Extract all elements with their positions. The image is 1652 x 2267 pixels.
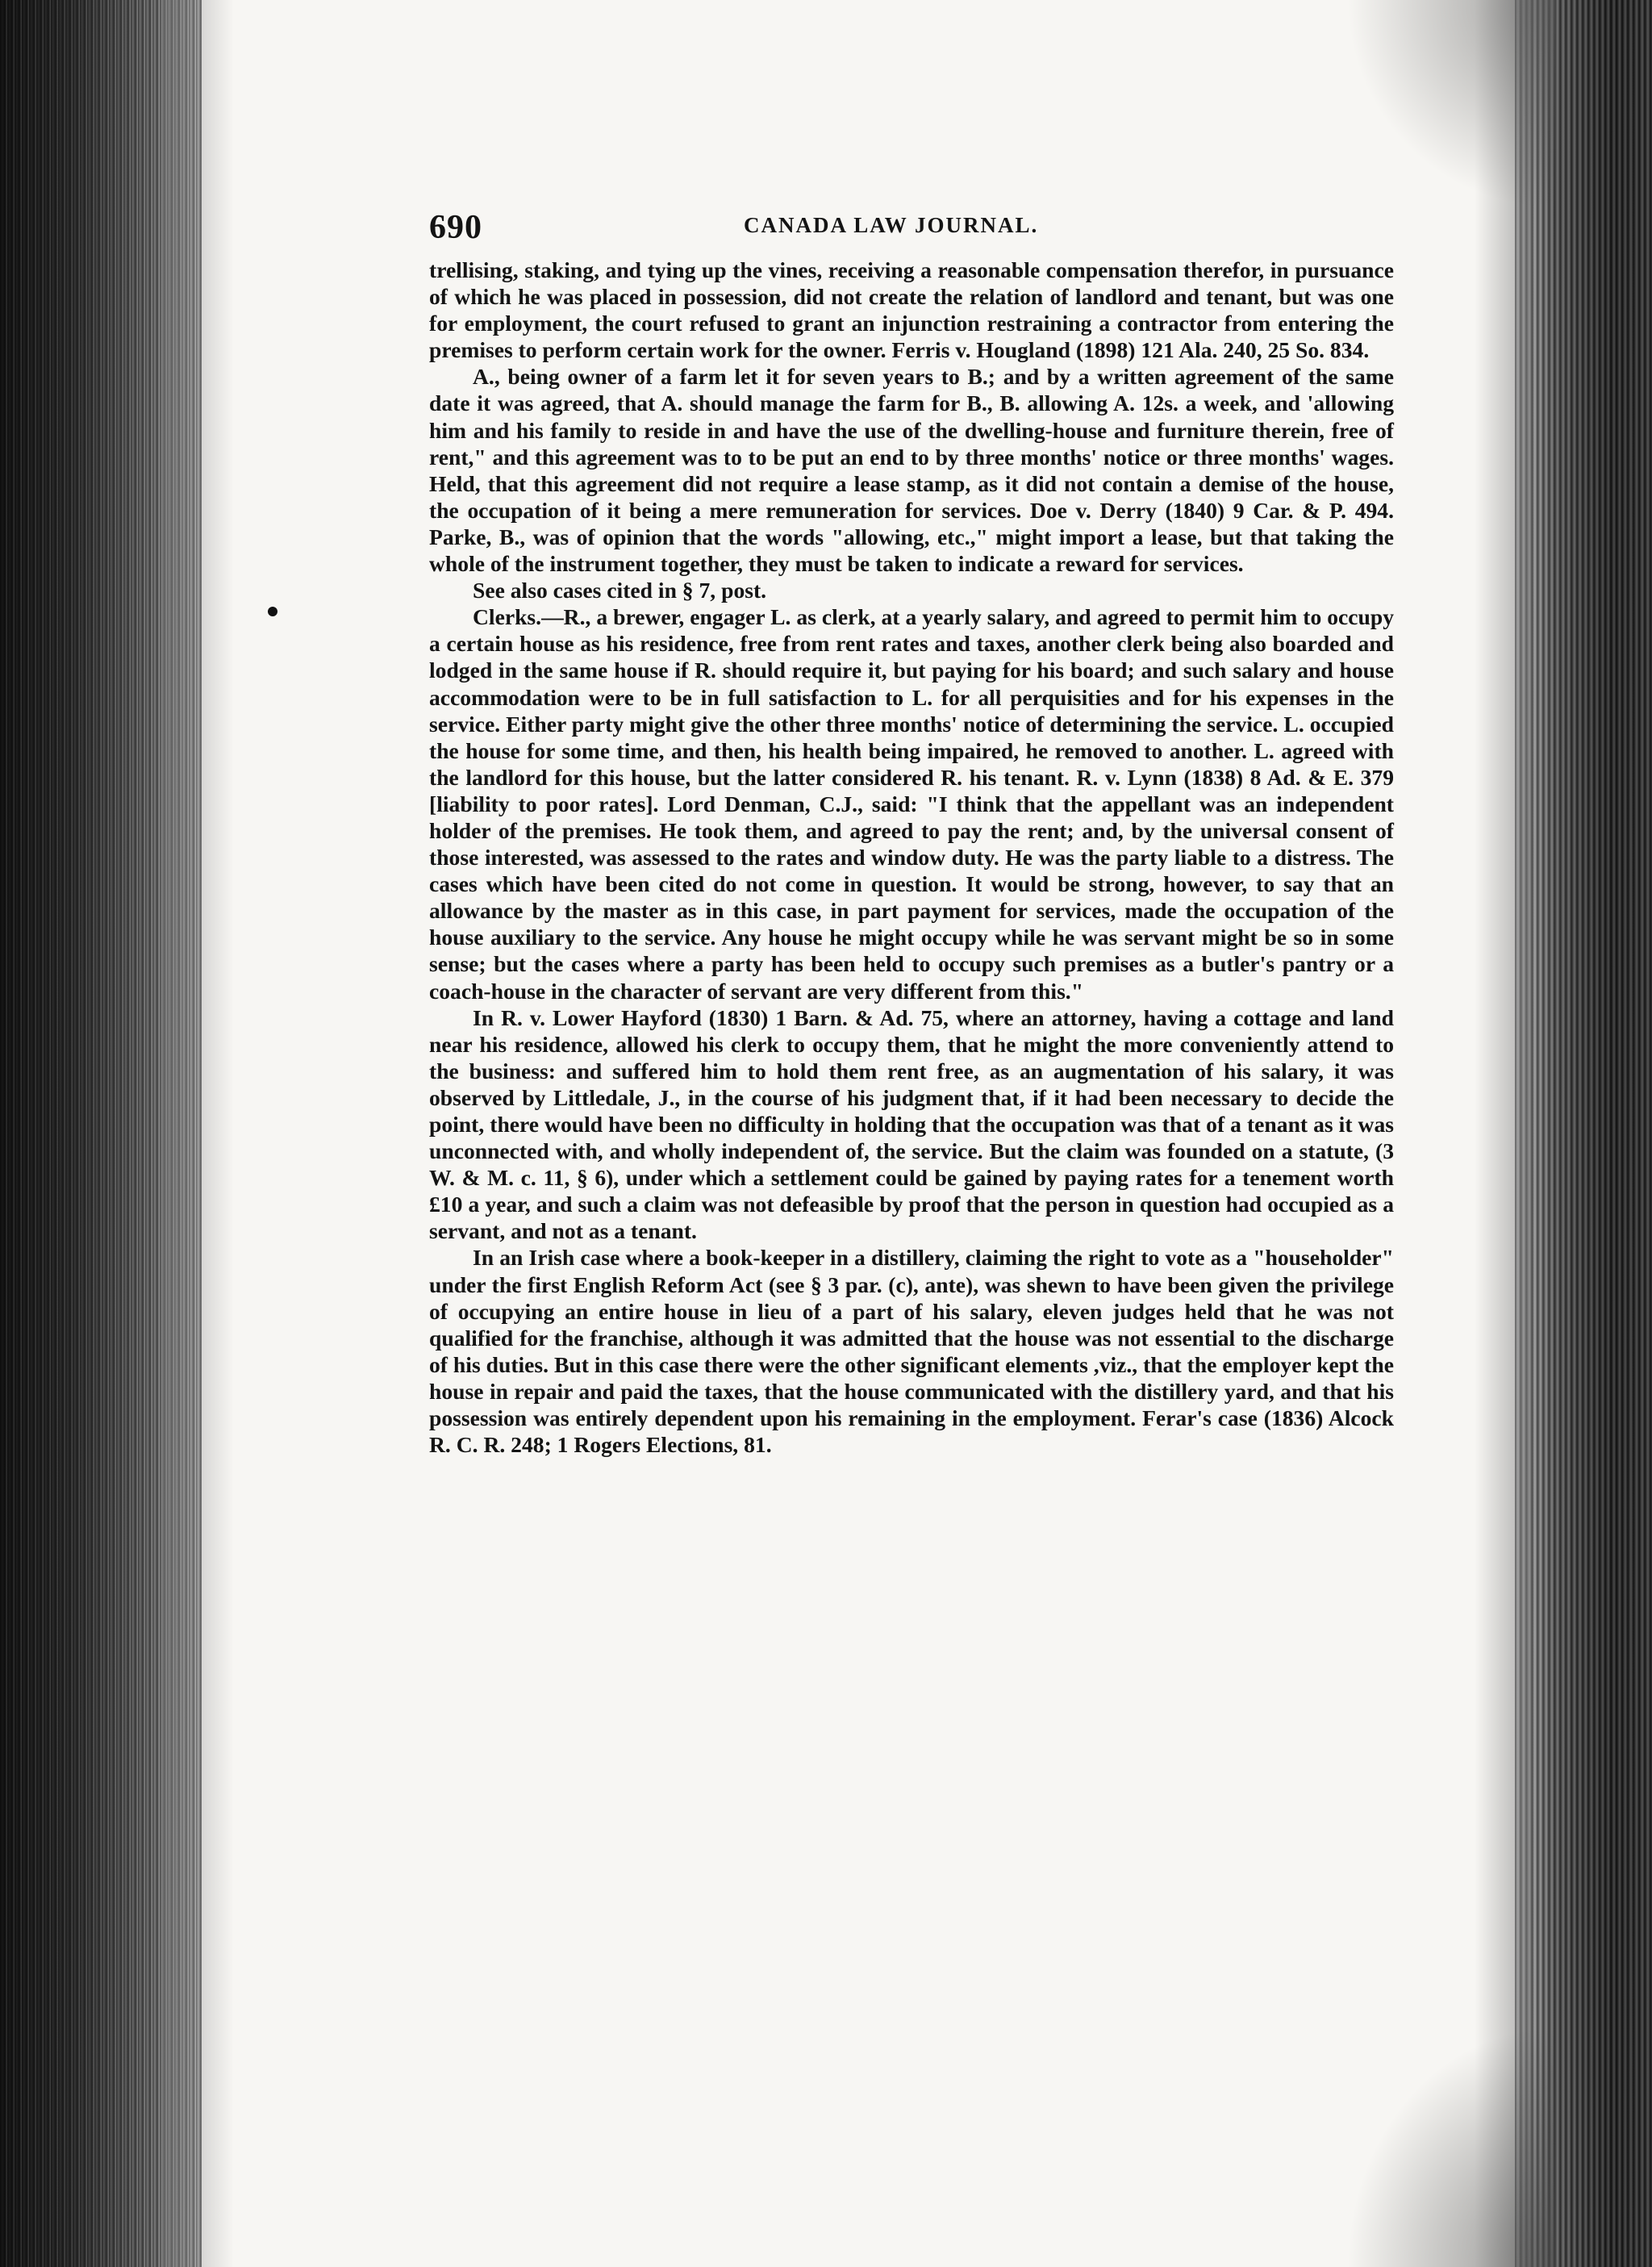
paragraph-irish-case: In an Irish case where a book-keeper in a distillery, claiming the right to vote as a "householder" under the first English Reform Act (see § 3 par. (c), ante), was shewn to have been given the privilege of occupying an entire house in lieu of a part of his salary, eleven judges held that he was not qualified for the franchise, although it was admitted that the house was not essential to the discharge of his duties. But in this case there were the other significant elements ,viz., that the employer kept the house in repair and paid the taxes, that the house communicated with the distillery yard, and that his possession was entirely dependent upon his remaining in the employment. Ferar's case (1836) Alcock R. C. R. 248; 1 Rogers Elections, 81. [429,1245,1394,1458]
page-number: 690 [429,209,482,246]
paragraph-continued: trellising, staking, and tying up the vines, receiving a reasonable compensation therefor, in pursuance of which he was placed in possession, did not create the relation of landlord and tenant, but was one for employment, the court refused to grant an injunction restraining a contractor from entering the premises to perform certain work for the owner. Ferris v. Hougland (1898) 121 Ala. 240, 25 So. 834. [429,257,1394,363]
fore-edge-right [1515,0,1652,2267]
body-text [429,257,1394,1458]
binding-fade-left [161,0,234,2267]
paragraph-lower-hayford: In R. v. Lower Hayford (1830) 1 Barn. & Ad. 75, where an attorney, having a cottage and land near his residence, allowed his clerk to occupy them, that he might the more conveniently attend to the business: and suffered him to hold them rent free, as an augmentation of his salary, it was observed by Littledale, J., in the course of his judgment that, if it had been necessary to decide the point, there would have been no difficulty in holding that the occupation was that of a tenant as it was unconnected with, and wholly independent of, the service. But the claim was founded on a statute, (3 W. & M. c. 11, § 6), under which a settlement could be gained by paying rates for a tenement worth £10 a year, and such a claim was not defeasible by proof that the person in question had occupied as a servant, and not as a tenant. [429,1004,1394,1244]
running-head: CANADA LAW JOURNAL. [744,213,1039,237]
paragraph-clerks: Clerks.—R., a brewer, engager L. as clerk, at a yearly salary, and agreed to permit him to occupy a certain house as his residence, free from rent rates and taxes, another clerk being also boarded and lodged in the same house if R. should require it, but paying for his board; and such salary and house accommodation were to be in full satisfaction to L. for all perquisities and for his expenses in the service. Either party might give the other three months' notice of determining the service. L. occupied the house for some time, and then, his health being impaired, he removed to another. L. agreed with the landlord for this house, but the latter considered R. his tenant. R. v. Lynn (1838) 8 Ad. & E. 379 [liability to poor rates]. Lord Denman, C.J., said: "I think that the appellant was an independent holder of the premises. He took them, and agreed to pay the rent; and, by the universal consent of those interested, was assessed to the rates and window duty. He was the party liable to a distress. The cases which have been cited do not come in question. It would be strong, however, to say that an allowance by the master as in this case, in part payment for services, made the occupation of the house auxiliary to the service. Any house he might occupy while he was servant might be so in some sense; but the cases where a party has been held to occupy such premises as a butler's pantry or a coach-house in the character of servant are very different from this." [429,604,1394,1004]
paragraph-see-also: See also cases cited in § 7, post. [473,578,767,603]
corner-shadow-bottom-right [1345,2025,1555,2267]
paragraph-doe-v-derry: A., being owner of a farm let it for seven years to B.; and by a written agreement of the same date it was agreed, that A. should manage the farm for B., B. allowing A. 12s. a week, and 'allowing him and his family to reside in and have the use of the dwelling-house and furniture therein, free of rent," and this agreement was to to be put an end to by three months' notice or three months' wages. Held, that this agreement did not require a lease stamp, as it did not contain a demise of the house, the occupation of it being a mere remuneration for services. Doe v. Derry (1840) 9 Car. & P. 494. Parke, B., was of opinion that the words "allowing, etc.," might import a lease, but that taking the whole of the instrument together, they must be taken to indicate a reward for services. [429,364,1394,577]
fore-edge-fade-right [1475,0,1531,2267]
page-content [429,208,1394,1458]
corner-shadow-top-right [1345,0,1555,210]
margin-mark [268,607,277,616]
page-header [429,208,1394,257]
